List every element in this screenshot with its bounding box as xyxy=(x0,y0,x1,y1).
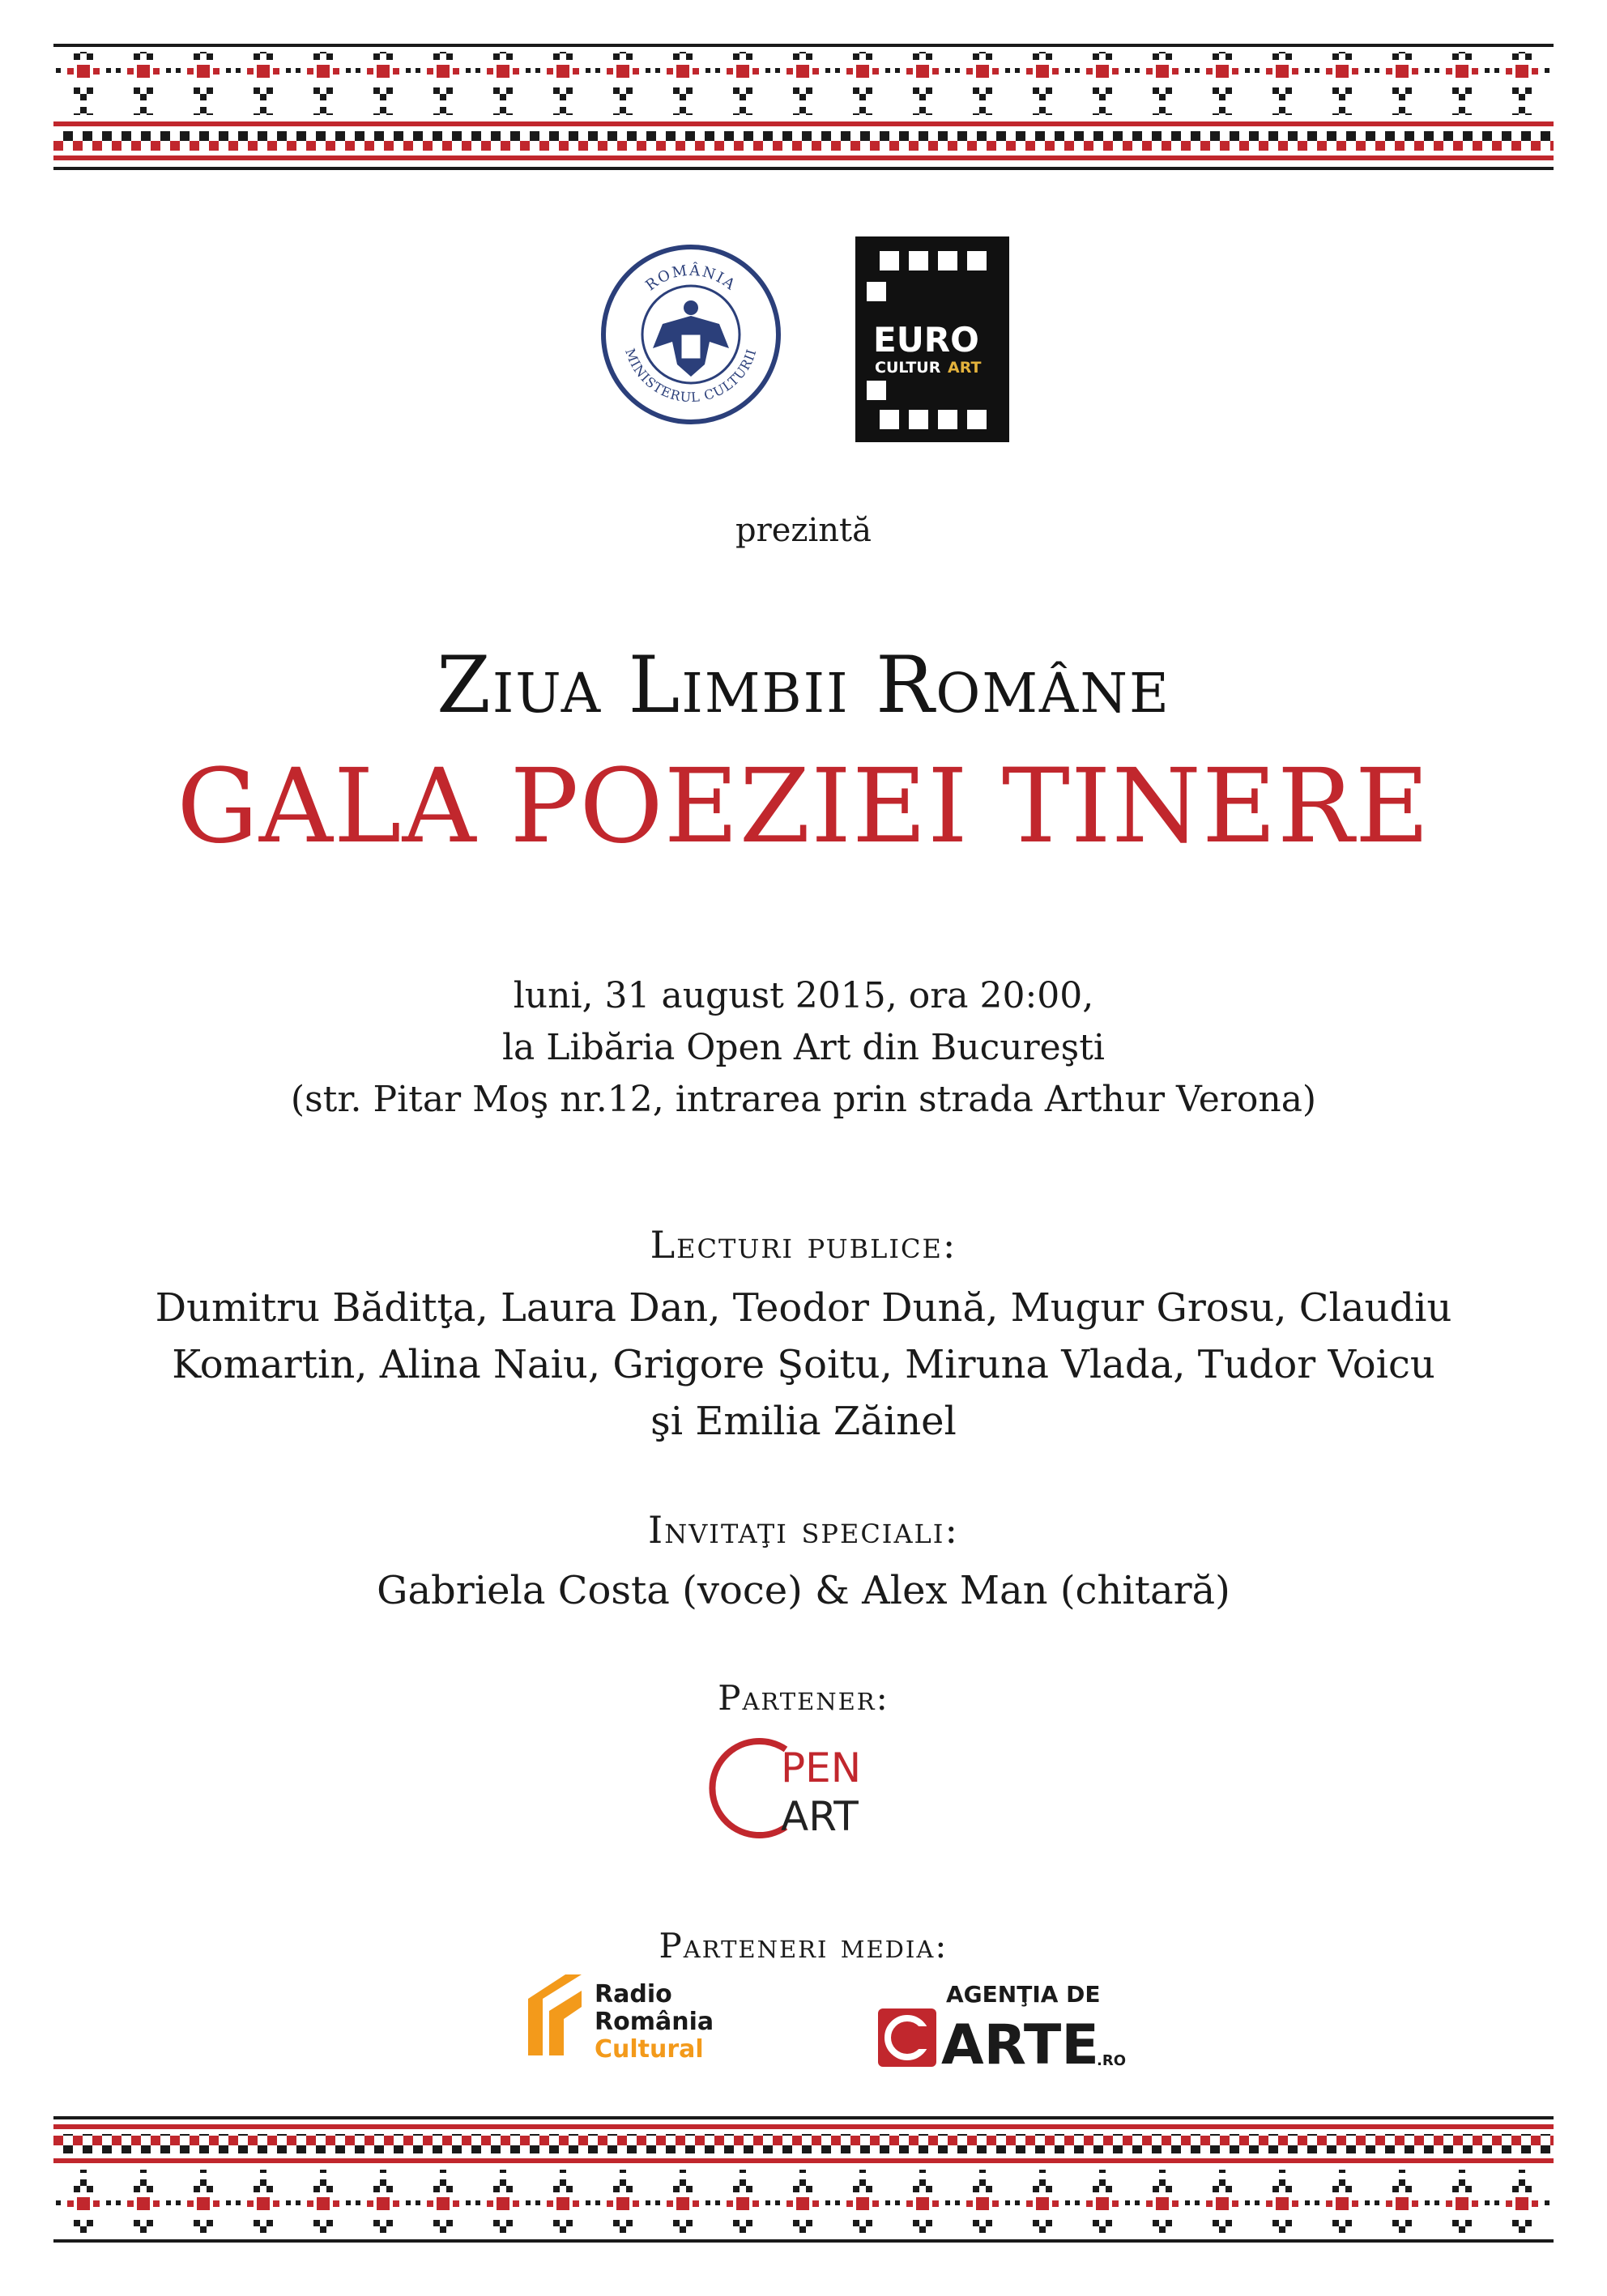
seal-bottom-text: MINISTERUL CULTURII xyxy=(622,346,760,406)
organizer-logos xyxy=(0,236,1607,447)
eurocult-sub-text-b: ART xyxy=(948,359,982,377)
radio-waves-icon xyxy=(528,1974,582,2055)
agentia-de-carte-logo xyxy=(876,1976,1144,2073)
event-title: Ziua Limbii Române xyxy=(437,640,1170,731)
eagle-seal-icon xyxy=(599,243,782,426)
seal-top-text: ROMÂNIA xyxy=(642,262,740,295)
guests-names: Gabriela Costa (voce) & Alex Man (chitară) xyxy=(377,1568,1230,1613)
open-art-text-b: ART xyxy=(781,1793,859,1840)
radio-text-line2: România xyxy=(595,2008,714,2036)
eurocult-main-text: EURO xyxy=(873,320,979,360)
readings-names-line: şi Emilia Zăinel xyxy=(650,1399,957,1444)
ministry-of-culture-logo xyxy=(599,243,782,426)
agentia-suffix-text: .RO xyxy=(1097,2052,1126,2069)
presents-text: prezintă xyxy=(735,512,872,549)
open-art-text-a: PEN xyxy=(781,1744,862,1791)
radio-text-line3: Cultural xyxy=(595,2035,704,2064)
event-date: luni, 31 august 2015, ora 20:00, xyxy=(513,975,1094,1016)
guests-heading: Invitaţi speciali: xyxy=(648,1508,959,1552)
readings-names-line: Dumitru Băditţa, Laura Dan, Teodor Dună, Mugur Grosu, Claudiu xyxy=(155,1285,1452,1331)
media-partners-heading: Parteneri media: xyxy=(659,1926,948,1966)
svg-text:ROMÂNIA xyxy=(642,261,739,295)
copyright-c-icon xyxy=(878,2008,936,2067)
event-venue: la Libăria Open Art din Bucureşti xyxy=(501,1027,1105,1068)
top-embroidery-border xyxy=(53,44,1554,173)
film-strip-icon xyxy=(855,236,1009,442)
radio-romania-cultural-logo xyxy=(525,1974,768,2064)
readings-names-line: Komartin, Alina Naiu, Grigore Şoitu, Miruna Vlada, Tudor Voicu xyxy=(172,1342,1435,1387)
eurocult-sub-text-a: CULTUR xyxy=(875,359,941,377)
readings-heading: Lecturi publice: xyxy=(650,1223,957,1267)
bottom-embroidery-border xyxy=(53,2116,1554,2246)
agentia-main-text: ARTE xyxy=(941,2013,1099,2073)
euro-cultur-art-logo xyxy=(855,236,1009,442)
partner-heading: Partener: xyxy=(718,1678,889,1718)
open-art-logo xyxy=(690,1732,917,1845)
event-subtitle: GALA POEZIEI TINERE xyxy=(177,747,1430,866)
event-address: (str. Pitar Moş nr.12, intrarea prin strada Arthur Verona) xyxy=(290,1079,1317,1120)
radio-text-line1: Radio xyxy=(595,1980,672,2008)
agentia-top-text: AGENŢIA DE xyxy=(946,1981,1101,2008)
